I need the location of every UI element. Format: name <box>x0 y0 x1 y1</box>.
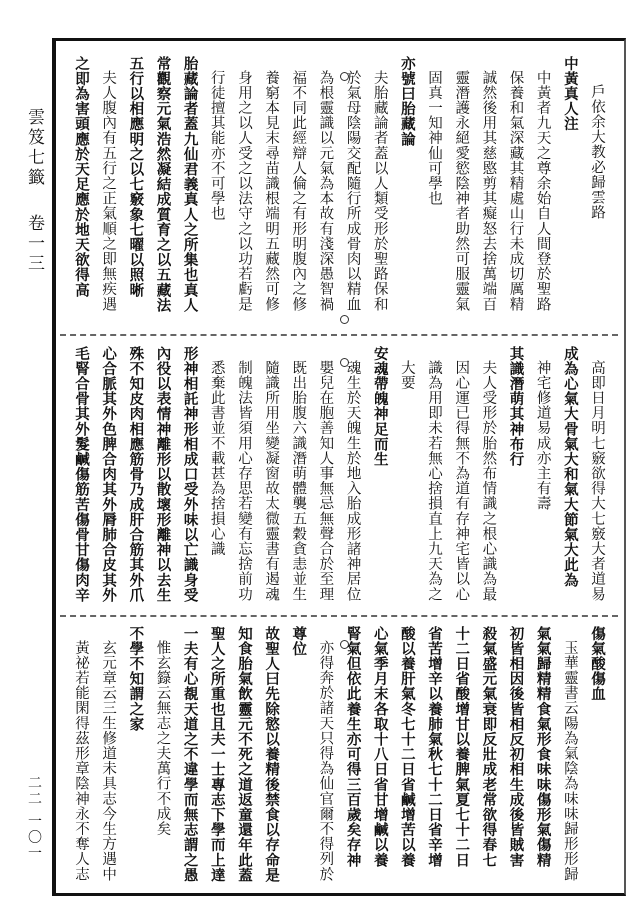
text-column: 固真一知神仙可學也 <box>426 70 443 206</box>
text-column-heading: 省苦增辛以養肺氣秋七十二日省辛增 <box>426 626 444 868</box>
text-column-heading: 聖人之所重也且夫一士專志下學而上達 <box>208 626 226 883</box>
text-column: 識為用即未若無心捨損直上九天為之 <box>426 360 443 602</box>
text-column: 高即日月明七竅欲得大七竅大者道易 <box>588 360 605 602</box>
text-column-heading: 內役以表情神離形以散壞形離神以去生 <box>154 346 172 603</box>
text-column-heading: 腎氣但依此養生亦可得三百歲矣存神 <box>344 626 362 868</box>
text-column-heading: 五行以相應明之以七竅象七曜以照晰 <box>127 56 145 298</box>
text-column: 靈潛護永絕愛慾陰神者助然可服靈氣 <box>453 70 470 312</box>
register-divider <box>60 334 618 336</box>
text-column-heading: 十二日省酸增甘以養脾氣夏七十二日 <box>453 626 471 868</box>
lower-register <box>58 622 620 892</box>
text-column: 嬰兒在胞善知人事無忌無聲合於至理 <box>317 360 334 602</box>
text-column-heading: 故聖人曰先除慾以養精後禁食以存命是 <box>263 626 281 883</box>
text-column: 玉華靈書云陽為氣陰為味味歸形形歸 <box>561 640 578 882</box>
text-column-heading: 酸以養肝氣冬七十二日省鹹增苦以養 <box>398 626 416 868</box>
text-column-heading: 傷氣酸傷血 <box>588 626 606 702</box>
text-column-heading: 心合脈其外色脾合肉其外脣肺合皮其外 <box>100 346 118 603</box>
text-column: 養窮本見末尋苗識根端明五藏然可修 <box>263 70 280 312</box>
text-column: 神宅修道易成亦主有壽 <box>534 360 551 511</box>
text-column-heading: 氣氣歸精精食氣形食味味傷形氣傷精 <box>534 626 552 868</box>
text-column-heading: 不學不知謂之家 <box>127 626 145 732</box>
text-column-heading: 毛腎合骨其外髮鹹傷筋苦傷骨甘傷肉辛 <box>73 346 90 603</box>
text-column: 保養和氣深藏其精處山行未成切厲精 <box>507 70 524 312</box>
register-divider <box>60 615 618 617</box>
book-title: 雲笈七籤 <box>24 108 44 188</box>
text-column-heading: 中黃真人注 <box>561 56 579 132</box>
text-column-heading: 成為心氣大骨氣大和氣大節氣大此為 <box>561 346 579 588</box>
text-column: 夫胎藏論者蓋以人類受形於聖路保和 <box>371 70 388 312</box>
text-column: 亦得奔於諸天只得為仙官爾不得列於 <box>317 640 334 882</box>
text-column: 悉棄此書並不載甚為捨損心識 <box>208 360 225 557</box>
volume-label: 卷一三 <box>24 214 44 275</box>
text-column-heading: 安魂帶魄神足而生 <box>371 346 389 467</box>
text-column-heading: 之即為害頭應於天足應於地天欲得高 <box>73 56 90 298</box>
text-column: 中黃者九天之尊余始自人間登於聖路 <box>534 70 551 312</box>
text-column: 誠然後用其慈愍剪其癡怒去捨萬端百 <box>480 70 497 312</box>
text-column: 制魄法皆須用心存思若變有忘捨前功 <box>235 360 252 602</box>
text-column-heading: 常觀察元氣浩然凝結成質育之以五藏法 <box>154 56 172 313</box>
text-column: 身用之以人受之以法守之以功若虧是 <box>235 70 252 312</box>
text-column: 於氣母陰陽交配隨行所成骨肉以精血 <box>344 70 361 312</box>
text-column-heading: 心氣季月末各取十八日省甘增鹹以養 <box>371 626 389 868</box>
text-column: 大要 <box>398 360 415 391</box>
text-column-heading: 知食胎氣飲靈元不死之道返童還年此蓋 <box>235 626 253 883</box>
text-column: 魂生於天魄生於地入胎成形諸神居位 <box>344 360 361 602</box>
text-column: 戶依余大教必歸雲路 <box>588 84 605 220</box>
text-column-heading: 初皆相因後皆相反初相生成後皆賊害 <box>507 626 525 868</box>
middle-register <box>58 342 620 610</box>
text-column: 既出胎腹六識潛萌體襲五穀貪恚並生 <box>290 360 307 602</box>
text-column-heading: 殊不知皮肉相應筋骨乃成肝合筋其外爪 <box>127 346 145 603</box>
text-column-heading: 殺氣盛元氣衰即反壯成老常欲得春七 <box>480 626 498 868</box>
page-number: 二二 一〇一 <box>26 775 42 862</box>
margin-title <box>22 108 47 274</box>
text-column: 福不同此經辯人倫之有形明腹內之修 <box>290 70 307 312</box>
text-column-heading: 胎藏論者蓋九仙君義真人之所集也真人 <box>181 56 199 313</box>
text-column: 惟玄籙云無志之夫萬行不成矣 <box>154 640 171 837</box>
text-column-heading: 其識潛萌其神布行 <box>507 346 525 467</box>
text-column: 夫人腹內有五行之正氣順之即無疾遇 <box>100 70 117 312</box>
text-column-heading: 一夫有心覩天道之不違學而無志謂之愚 <box>181 626 199 883</box>
text-column: 行徒擅其能亦不可學也 <box>208 70 225 221</box>
text-column-heading: 亦號曰胎藏論 <box>398 56 416 147</box>
text-column: 夫人受形於胎然布情識之根心識為最 <box>480 360 497 602</box>
text-column-heading: 形神相託神形相成口受外味以亡識身受 <box>181 346 199 603</box>
upper-register <box>58 52 620 330</box>
text-column: 因心運已得無不為道有存神宅皆以心 <box>453 360 470 602</box>
text-column: 為根靈識以元氣為本故有淺深愚智禍 <box>317 70 334 312</box>
text-column: 黃祕若能閑得茲形章陰神永不奪人志 <box>73 640 89 882</box>
text-column: 玄元章云三生修道未具志今生方遇中 <box>100 640 117 882</box>
text-column: 隨識所用坐變凝窗故太微靈書有遏魂 <box>263 360 280 602</box>
text-column-heading: 尊位 <box>290 626 308 657</box>
